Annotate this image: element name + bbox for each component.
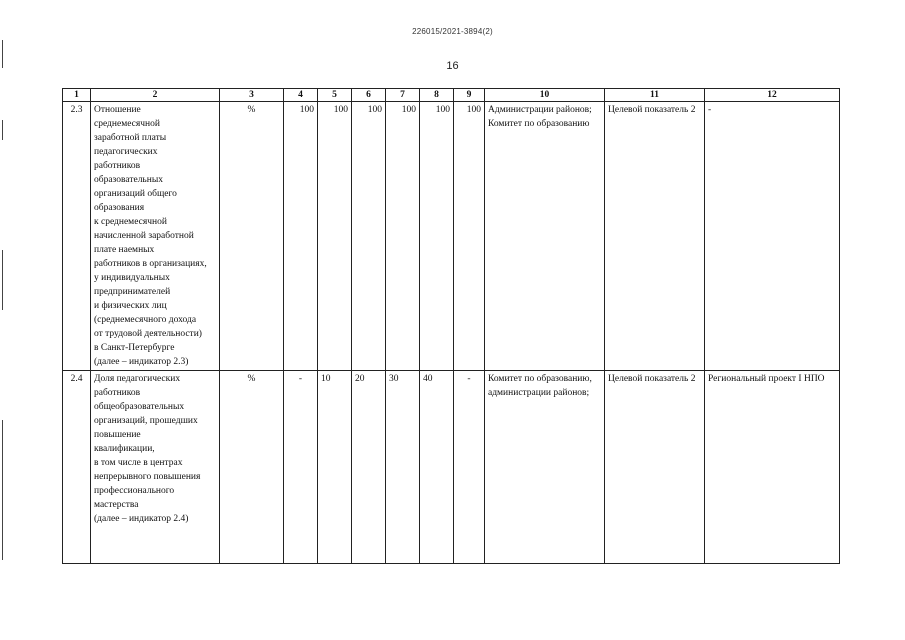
unit-cell: % [220, 102, 284, 371]
indicator-name [91, 371, 220, 564]
indicator-name-line: мастерства [94, 500, 139, 510]
indicator-type-cell: Целевой показатель 2 [605, 371, 705, 564]
indicator-name-line: среднемесячной [94, 119, 160, 129]
column-header: 8 [420, 89, 454, 102]
indicator-name-line: организаций общего [94, 189, 177, 199]
scan-edge-mark [2, 420, 3, 560]
indicator-name-line: начисленной заработной [94, 231, 194, 241]
column-header: 2 [91, 89, 220, 102]
indicator-name-line: образования [94, 203, 145, 213]
indicator-name-line: работников [94, 161, 141, 171]
indicator-name-line: квалификации, [94, 444, 155, 454]
column-header: 6 [352, 89, 386, 102]
row-number: 2.4 [63, 371, 91, 564]
value-cell: 100 [420, 102, 454, 371]
document-id: 226015/2021-3894(2) [412, 27, 493, 36]
row-number: 2.3 [63, 102, 91, 371]
table-row [63, 102, 840, 371]
indicator-name-line: организаций, прошедших [94, 416, 198, 426]
column-header: 5 [318, 89, 352, 102]
column-header: 3 [220, 89, 284, 102]
column-header: 7 [386, 89, 420, 102]
column-header: 4 [284, 89, 318, 102]
value-cell: - [284, 371, 318, 564]
indicator-name-line: (далее – индикатор 2.4) [94, 514, 189, 524]
indicators-table [62, 88, 840, 564]
column-header: 1 [63, 89, 91, 102]
indicator-name-line: плате наемных [94, 245, 155, 255]
indicator-name-line: образовательных [94, 175, 163, 185]
indicator-name-line: непрерывного повышения [94, 472, 201, 482]
indicator-name-line: повышение [94, 430, 141, 440]
table-row [63, 371, 840, 564]
column-header: 12 [705, 89, 840, 102]
scan-edge-mark [2, 120, 3, 140]
project-cell: - [705, 102, 840, 371]
indicator-name-line: (далее – индикатор 2.3) [94, 357, 189, 367]
indicator-name-line: и физических лиц [94, 301, 167, 311]
page-number: 16 [446, 60, 459, 72]
value-cell: 40 [420, 371, 454, 564]
table-header-row [63, 89, 840, 102]
unit-cell: % [220, 371, 284, 564]
indicator-name-line: Отношение [94, 105, 141, 115]
indicator-name-line: профессионального [94, 486, 175, 496]
value-cell: 30 [386, 371, 420, 564]
value-cell: 100 [352, 102, 386, 371]
project-cell: Региональный проект I НПО [705, 371, 840, 564]
indicator-name-line: общеобразовательных [94, 402, 185, 412]
value-cell: 20 [352, 371, 386, 564]
indicator-name-line: к среднемесячной [94, 217, 167, 227]
value-cell: - [454, 371, 485, 564]
scan-edge-mark [2, 250, 3, 310]
responsible-cell: Администрации районов; Комитет по образованию [485, 102, 605, 371]
value-cell: 100 [386, 102, 420, 371]
indicator-name-line: работников [94, 388, 141, 398]
value-cell: 10 [318, 371, 352, 564]
indicator-name-line: от трудовой деятельности) [94, 329, 202, 339]
indicator-name-line: заработной платы [94, 133, 167, 143]
indicator-name-line: работников в организациях, [94, 259, 207, 269]
column-header: 11 [605, 89, 705, 102]
value-cell: 100 [318, 102, 352, 371]
column-header: 9 [454, 89, 485, 102]
indicator-name-line: в Санкт-Петербурге [94, 343, 175, 353]
indicator-name [91, 102, 220, 371]
indicator-type-cell: Целевой показатель 2 [605, 102, 705, 371]
indicator-name-line: педагогических [94, 147, 158, 157]
indicator-name-line: Доля педагогических [94, 374, 181, 384]
indicator-name-line: (среднемесячного дохода [94, 315, 197, 325]
value-cell: 100 [454, 102, 485, 371]
indicator-name-line: в том числе в центрах [94, 458, 183, 468]
value-cell: 100 [284, 102, 318, 371]
indicator-name-line: предпринимателей [94, 287, 171, 297]
indicator-name-line: у индивидуальных [94, 273, 170, 283]
responsible-cell: Комитет по образованию, администрации районов; [485, 371, 605, 564]
column-header: 10 [485, 89, 605, 102]
